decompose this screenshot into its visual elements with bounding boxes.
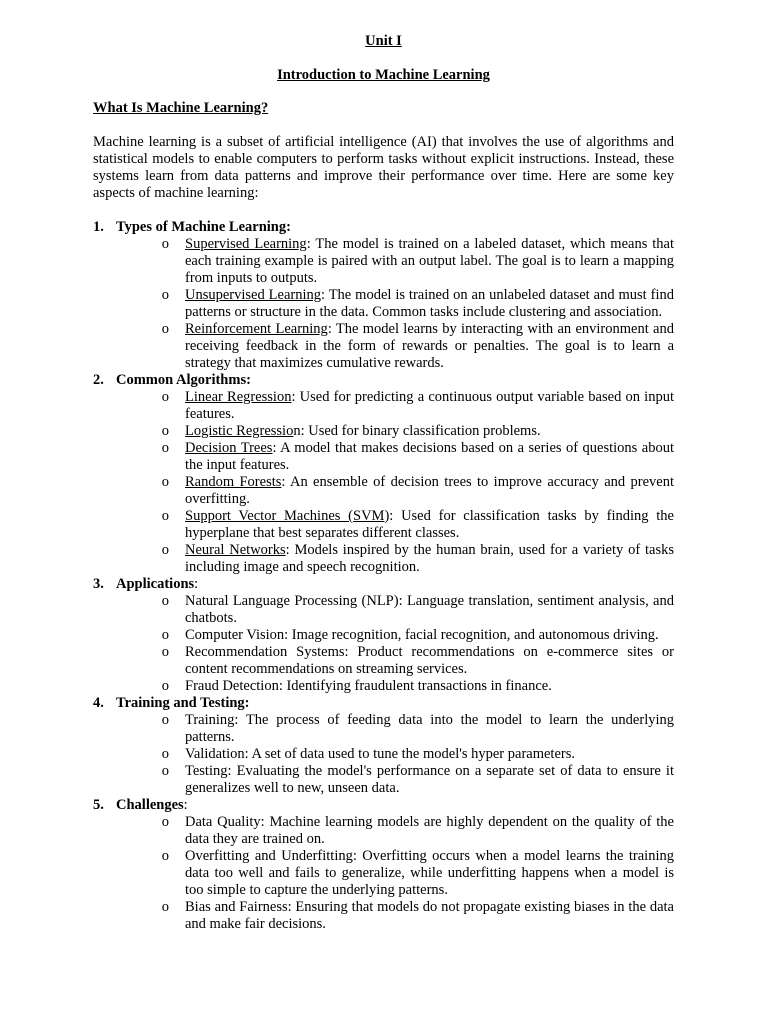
section-item <box>93 797 674 933</box>
list-item-text <box>185 644 674 678</box>
list-item <box>93 321 674 372</box>
item-description: Bias and Fairness: Ensuring that models do not propagate existing biases in the data and make fair decisions. <box>185 899 674 932</box>
section-title: Applications <box>116 576 195 592</box>
aspects-list <box>93 219 674 933</box>
sub-list <box>93 814 674 933</box>
item-description: Fraud Detection: Identifying fraudulent transactions in finance. <box>185 678 552 694</box>
section-number: 3. <box>93 576 104 592</box>
item-description: Natural Language Processing (NLP): Language translation, sentiment analysis, and chatbots. <box>185 593 674 626</box>
sub-list <box>93 712 674 797</box>
list-item <box>93 848 674 899</box>
item-description: Computer Vision: Image recognition, facial recognition, and autonomous driving. <box>185 627 659 643</box>
bullet-icon: o <box>161 644 169 660</box>
bullet-icon: o <box>161 746 169 762</box>
section-title: Types of Machine Learning: <box>116 219 291 235</box>
section-number: 4. <box>93 695 104 711</box>
item-term: Logistic Regressio <box>185 423 294 439</box>
list-item-text <box>185 389 674 423</box>
item-description: Recommendation Systems: Product recommendations on e-commerce sites or content recommendations on streaming services. <box>185 644 674 677</box>
sub-list <box>93 389 674 576</box>
section-item <box>93 219 674 372</box>
list-item-text <box>185 542 674 576</box>
section-heading: What Is Machine Learning? <box>93 100 269 116</box>
list-item <box>93 287 674 321</box>
bullet-icon: o <box>161 236 169 252</box>
section-header <box>93 219 674 236</box>
list-item <box>93 508 674 542</box>
section-number: 5. <box>93 797 104 813</box>
item-description: Training: The process of feeding data into the model to learn the underlying patterns. <box>185 712 674 745</box>
item-description: n: Used for binary classification problems. <box>293 423 541 439</box>
section-item <box>93 576 674 695</box>
item-term: Neural Networks <box>185 542 286 558</box>
list-item <box>93 814 674 848</box>
section-title: Challenges <box>116 797 184 813</box>
bullet-icon: o <box>161 508 169 524</box>
item-term: Supervised Learning <box>185 236 307 252</box>
list-item-text <box>185 236 674 287</box>
item-term: Random Forests <box>185 474 282 490</box>
bullet-icon: o <box>161 763 169 779</box>
item-description: : Models inspired by the human brain, used for a variety of tasks including image and speech recognition. <box>185 542 674 575</box>
section-header <box>93 576 674 593</box>
list-item-text <box>185 899 674 933</box>
list-item-text <box>185 423 674 440</box>
list-item <box>93 627 674 644</box>
section-colon: : <box>183 797 188 813</box>
list-item <box>93 593 674 627</box>
list-item <box>93 474 674 508</box>
section-item <box>93 372 674 576</box>
bullet-icon: o <box>161 321 169 337</box>
list-item <box>93 389 674 423</box>
bullet-icon: o <box>161 712 169 728</box>
item-description: Overfitting and Underfitting: Overfitting occurs when a model learns the training data too well and fails to generalize, while underfitting happens when a model is too simple to capture the underlying patterns. <box>185 848 674 898</box>
list-item-text <box>185 321 674 372</box>
list-item-text <box>185 593 674 627</box>
list-item-text <box>185 814 674 848</box>
list-item-text <box>185 712 674 746</box>
list-item-text <box>185 440 674 474</box>
item-description: : The model is trained on a labeled dataset, which means that each training example is paired with an output label. The goal is to learn a mapping from inputs to outputs. <box>185 236 674 286</box>
item-term: Decision Trees <box>185 440 273 456</box>
section-item <box>93 695 674 797</box>
item-description: ): Used for classification tasks by finding the hyperplane that best separates different classes. <box>185 508 674 541</box>
bullet-icon: o <box>161 389 169 405</box>
list-item-text <box>185 627 674 644</box>
page-title: Introduction to Machine Learning <box>277 67 490 83</box>
bullet-icon: o <box>161 627 169 643</box>
item-description: : The model is trained on an unlabeled dataset and must find patterns or structure in the data. Common tasks include clustering and association. <box>185 287 674 320</box>
sub-list <box>93 236 674 372</box>
section-title: Common Algorithms: <box>116 372 251 388</box>
list-item-text <box>185 678 674 695</box>
sub-list <box>93 593 674 695</box>
list-item <box>93 644 674 678</box>
item-term: Reinforcement Learning <box>185 321 328 337</box>
list-item <box>93 236 674 287</box>
list-item-text <box>185 287 674 321</box>
intro-paragraph: Machine learning is a subset of artificial intelligence (AI) that involves the use of algorithms and statistical models to enable computers to perform tasks without explicit instructions. Instead, these systems learn from data patterns and improve their performance over time. Here are some key aspects of machine learning: <box>93 134 674 201</box>
list-item <box>93 899 674 933</box>
bullet-icon: o <box>161 593 169 609</box>
bullet-icon: o <box>161 423 169 439</box>
item-description: : The model learns by interacting with an environment and receiving feedback in the form of rewards or penalties. The goal is to learn a strategy that maximizes cumulative rewards. <box>185 321 674 371</box>
list-item-text <box>185 746 674 763</box>
list-item <box>93 712 674 746</box>
bullet-icon: o <box>161 899 169 915</box>
item-term: Support Vector Machines (SVM <box>185 508 385 524</box>
item-description: : A model that makes decisions based on a series of questions about the input features. <box>185 440 674 473</box>
item-description: : Used for predicting a continuous output variable based on input features. <box>185 389 674 422</box>
unit-label: Unit I <box>365 33 402 49</box>
list-item-text <box>185 474 674 508</box>
item-term: Unsupervised Learning <box>185 287 321 303</box>
section-number: 2. <box>93 372 104 388</box>
item-description: Validation: A set of data used to tune the model's hyper parameters. <box>185 746 575 762</box>
item-description: : An ensemble of decision trees to improve accuracy and prevent overfitting. <box>185 474 674 507</box>
section-header <box>93 372 674 389</box>
bullet-icon: o <box>161 474 169 490</box>
section-title: Training and Testing: <box>116 695 250 711</box>
list-item <box>93 440 674 474</box>
section-header <box>93 695 674 712</box>
section-colon: : <box>194 576 199 592</box>
bullet-icon: o <box>161 848 169 864</box>
list-item <box>93 423 674 440</box>
bullet-icon: o <box>161 814 169 830</box>
bullet-icon: o <box>161 440 169 456</box>
bullet-icon: o <box>161 678 169 694</box>
bullet-icon: o <box>161 287 169 303</box>
section-number: 1. <box>93 219 104 235</box>
bullet-icon: o <box>161 542 169 558</box>
list-item <box>93 542 674 576</box>
list-item <box>93 678 674 695</box>
list-item-text <box>185 848 674 899</box>
item-description: Testing: Evaluating the model's performance on a separate set of data to ensure it generalizes well to new, unseen data. <box>185 763 674 796</box>
item-term: Linear Regression <box>185 389 292 405</box>
list-item <box>93 746 674 763</box>
item-description: Data Quality: Machine learning models are highly dependent on the quality of the data they are trained on. <box>185 814 674 847</box>
section-header <box>93 797 674 814</box>
list-item-text <box>185 763 674 797</box>
list-item <box>93 763 674 797</box>
list-item-text <box>185 508 674 542</box>
